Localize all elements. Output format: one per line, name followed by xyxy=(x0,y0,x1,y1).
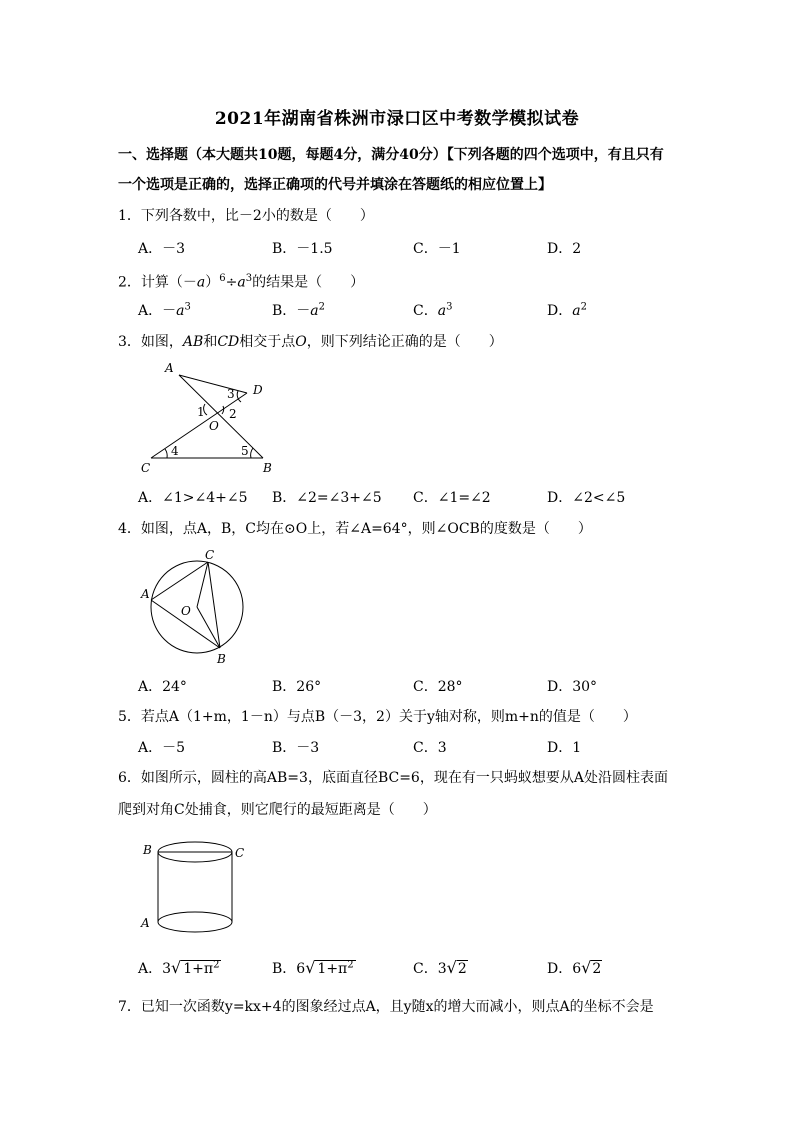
q6-label-c: C xyxy=(235,846,245,860)
question-7-stem: 7．已知一次函数y=kx+4的图象经过点A，且y随x的增大而减小，则点A的坐标不会是 xyxy=(118,999,654,1015)
q6-bottom-back-arc xyxy=(158,912,232,922)
q6-option-a: A．3√ $1+\pi^2$ xyxy=(138,958,220,977)
q2-option-b: B．$-a^2$ xyxy=(272,301,326,319)
question-5-stem: 5．若点A（1+m，1－n）与点B（－3，2）关于y轴对称，则m+n的值是（ ） xyxy=(118,709,637,725)
q3-label-c: C xyxy=(141,461,151,475)
q3-segment-cd xyxy=(151,393,247,458)
q1-option-b: B．－1.5 xyxy=(272,241,333,257)
q3-angle-arc-3 xyxy=(237,391,241,402)
q5-option-d: D．1 xyxy=(547,740,582,756)
q4-radius-ob xyxy=(197,607,220,648)
q3-option-b: B．∠2=∠3+∠5 xyxy=(272,490,382,506)
q3-label-d: D xyxy=(253,383,263,397)
q3-angle-arc-5 xyxy=(251,448,253,458)
q2-option-a: A．$-a^3$ xyxy=(138,301,191,319)
q4-label-a: A xyxy=(141,587,150,601)
question-2-stem: 2．计算$(-a)^6\div a^3$的结果是（ ） xyxy=(118,273,365,291)
q6-option-c: C．3√2 xyxy=(413,958,467,977)
q3-label-5: 5 xyxy=(241,444,249,458)
q6-option-d: D．6√2 xyxy=(547,958,602,977)
q3-option-c: C．∠1=∠2 xyxy=(413,490,491,506)
q4-label-b: B xyxy=(217,652,226,666)
q6-label-a: A xyxy=(141,916,150,930)
q1-option-a: A．－3 xyxy=(138,241,186,257)
question-6-stem-line1: 6．如图所示，圆柱的高AB=3，底面直径BC=6，现在有一只蚂蚁想要从A处沿圆柱表面 xyxy=(118,770,668,786)
q6-figure xyxy=(135,832,255,942)
q4-figure xyxy=(135,545,255,670)
q3-segment-ab xyxy=(179,375,263,458)
q1-option-c: C．－1 xyxy=(413,241,461,257)
q2-option-d: D．$a^2$ xyxy=(547,301,587,319)
q3-segment-ad xyxy=(179,375,247,393)
q4-option-b: B．26° xyxy=(272,679,322,695)
q4-option-c: C．28° xyxy=(413,679,463,695)
q3-option-d: D．∠2<∠5 xyxy=(547,490,626,506)
q3-label-1: 1 xyxy=(197,405,205,419)
q3-label-b: B xyxy=(263,461,272,475)
q4-option-a: A．24° xyxy=(138,679,187,695)
q1-option-d: D．2 xyxy=(547,241,582,257)
section-heading-line1: 一、选择题（本大题共10题，每题4分，满分40分）【下列各题的四个选项中，有且只有 xyxy=(118,147,664,163)
q3-label-3: 3 xyxy=(227,387,235,401)
q5-option-c: C．3 xyxy=(413,740,447,756)
q4-chord-cb xyxy=(208,562,220,648)
section-heading-line2: 一个选项是正确的，选择正确项的代号并填涂在答题纸的相应位置上】 xyxy=(118,177,552,193)
q2-option-c: C．$a^3$ xyxy=(413,301,453,319)
q5-option-a: A．－5 xyxy=(138,740,186,756)
q6-bottom-front-arc xyxy=(158,922,232,932)
q6-option-b: B．6√ $1+\pi^2$ xyxy=(272,958,354,977)
question-6-stem-line2: 爬到对角C处捕食，则它爬行的最短距离是（ ） xyxy=(118,802,437,818)
q3-label-2: 2 xyxy=(229,407,237,421)
question-1-stem: 1．下列各数中，比－2小的数是（ ） xyxy=(118,208,374,224)
q4-label-o: O xyxy=(181,604,191,618)
q4-label-c: C xyxy=(205,548,215,562)
question-4-stem: 4．如图，点A，B，C均在⊙O上，若∠A=64°，则∠OCB的度数是（ ） xyxy=(118,521,592,537)
q6-label-b: B xyxy=(143,843,152,857)
q4-option-d: D．30° xyxy=(547,679,598,695)
q3-angle-arc-4 xyxy=(165,449,167,458)
q3-label-4: 4 xyxy=(171,444,179,458)
q3-figure xyxy=(135,358,285,480)
q3-label-o: O xyxy=(209,419,219,433)
question-3-stem: 3．如图，AB和CD相交于点O，则下列结论正确的是（ ） xyxy=(118,334,503,350)
q3-option-a: A．∠1>∠4+∠5 xyxy=(138,490,248,506)
paper-title: 2021年湖南省株洲市渌口区中考数学模拟试卷 xyxy=(214,109,580,129)
q5-option-b: B．－3 xyxy=(272,740,320,756)
q3-label-a: A xyxy=(165,361,174,375)
